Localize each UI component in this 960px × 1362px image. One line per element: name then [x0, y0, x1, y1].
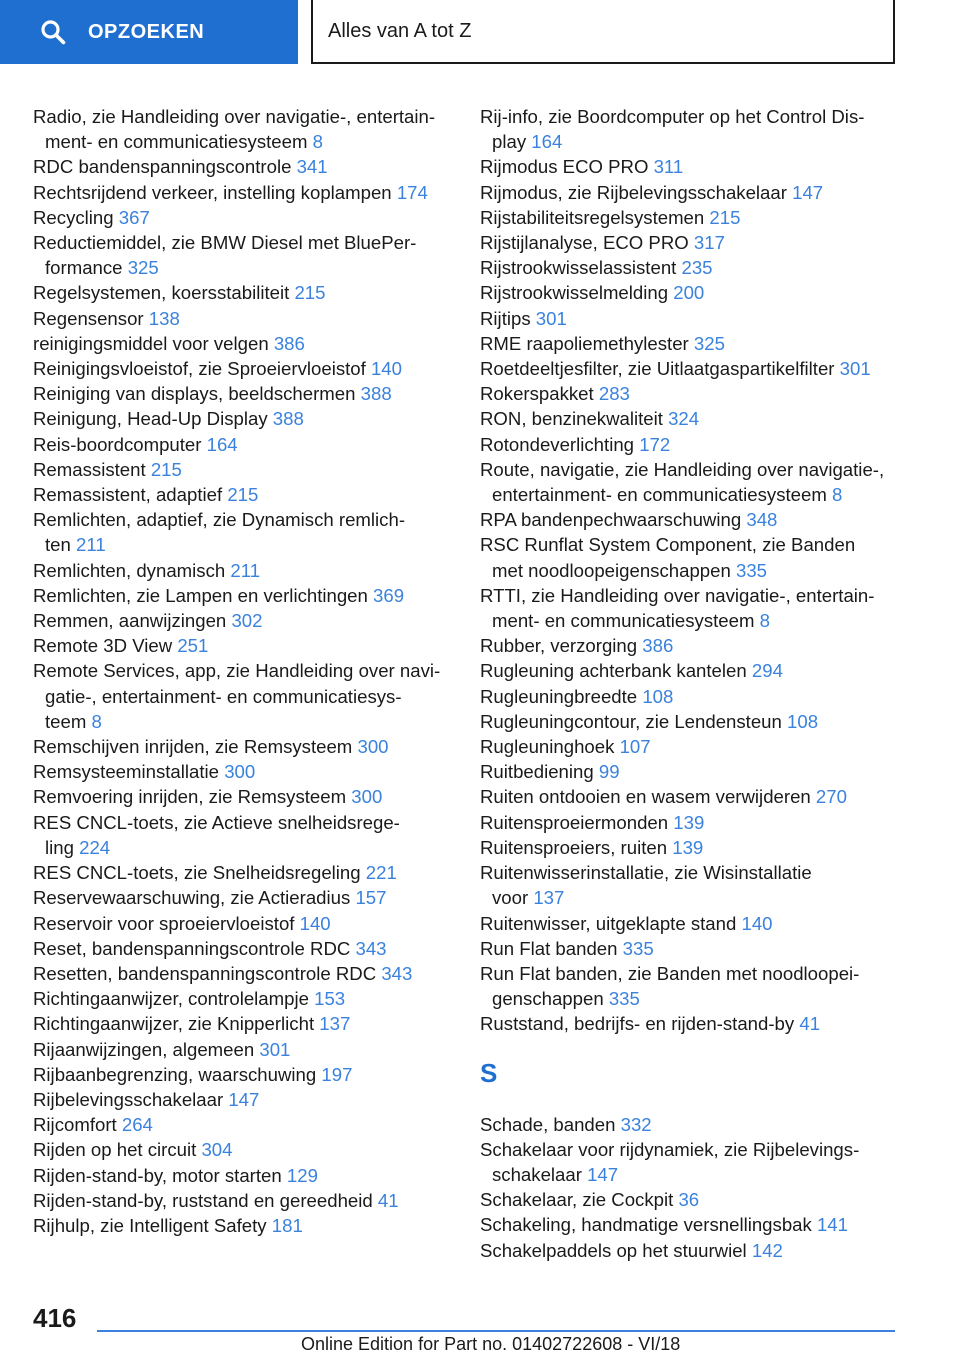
- index-entry: [480, 180, 900, 205]
- entry-text: Schakeling, handmatige versnellingsbak: [480, 1214, 812, 1236]
- entry-text: Remote 3D View: [33, 635, 173, 657]
- page-link[interactable]: 224: [79, 836, 111, 858]
- entry-text: RES CNCL-toets, zie Actieve snelheidsrege-: [33, 811, 400, 833]
- page-link[interactable]: 211: [230, 559, 261, 581]
- index-entry: [480, 280, 900, 305]
- entry-continuation: gatie-, entertainment- en communicatiesys-: [45, 685, 402, 707]
- index-entry: [33, 860, 473, 885]
- page-link[interactable]: 215: [709, 206, 741, 228]
- index-entry: [33, 406, 473, 431]
- page-link[interactable]: 294: [751, 660, 783, 682]
- index-entry: [33, 558, 473, 583]
- page-link[interactable]: 8: [759, 610, 770, 632]
- search-label: OPZOEKEN: [88, 20, 205, 43]
- entry-continuation: schakelaar: [492, 1163, 582, 1185]
- page-link[interactable]: 343: [381, 962, 413, 984]
- page-link[interactable]: 147: [228, 1088, 260, 1110]
- index-entry: [33, 784, 473, 809]
- index-entry: [480, 911, 900, 936]
- index-entry: [33, 1087, 473, 1112]
- index-entry: [480, 457, 900, 507]
- page-link[interactable]: 36: [678, 1189, 700, 1211]
- index-entry: [33, 1188, 473, 1213]
- entry-text: Remschijven inrijden, zie Remsysteem: [33, 736, 353, 758]
- entry-text: Rijaanwijzingen, algemeen: [33, 1038, 255, 1060]
- page-link[interactable]: 8: [91, 710, 102, 732]
- entry-continuation: formance: [45, 257, 123, 279]
- page-link[interactable]: 129: [286, 1164, 318, 1186]
- page-link[interactable]: 164: [531, 131, 563, 153]
- page-link[interactable]: 139: [672, 836, 704, 858]
- entry-text: Remote Services, app, zie Handleiding over navi-: [33, 660, 441, 682]
- entry-text: RES CNCL-toets, zie Snelheidsregeling: [33, 862, 361, 884]
- page-link[interactable]: 332: [620, 1113, 652, 1135]
- entry-text: Reductiemiddel, zie BMW Diesel met BluePer-: [33, 232, 417, 254]
- page-link[interactable]: 147: [587, 1163, 619, 1185]
- page-link[interactable]: 311: [653, 156, 684, 178]
- entry-text: RTTI, zie Handleiding over navigatie-, entertain-: [480, 584, 875, 606]
- page-link[interactable]: 140: [299, 912, 331, 934]
- page-link[interactable]: 300: [357, 736, 389, 758]
- entry-text: Rijden op het circuit: [33, 1139, 197, 1161]
- page-link[interactable]: 139: [673, 811, 705, 833]
- entry-text: Remlichten, adaptief, zie Dynamisch remlich-: [33, 509, 406, 531]
- page-link[interactable]: 164: [206, 433, 238, 455]
- entry-text: reinigingsmiddel voor velgen: [33, 332, 269, 354]
- index-entry: [480, 532, 900, 582]
- page-link[interactable]: 215: [150, 458, 182, 480]
- index-entry: [33, 331, 473, 356]
- page-link[interactable]: 8: [832, 484, 843, 506]
- index-entry: [33, 1112, 473, 1137]
- index-entry: [33, 986, 473, 1011]
- index-entry: [480, 306, 900, 331]
- page-link[interactable]: 137: [533, 887, 565, 909]
- page-link[interactable]: 235: [681, 257, 713, 279]
- index-entry: [33, 230, 473, 280]
- index-entry: [33, 482, 473, 507]
- entry-text: Rijmodus ECO PRO: [480, 156, 649, 178]
- entry-text: Ruitbediening: [480, 761, 594, 783]
- entry-text: Remlichten, zie Lampen en verlichtingen: [33, 584, 368, 606]
- page-link[interactable]: 211: [76, 534, 106, 556]
- index-entry: [480, 961, 900, 1011]
- entry-text: Rijstijlanalyse, ECO PRO: [480, 232, 689, 254]
- entry-text: Rijden-stand-by, ruststand en gereedheid: [33, 1189, 373, 1211]
- entry-text: Ruitensproeiermonden: [480, 811, 669, 833]
- entry-text: Rugleuninghoek: [480, 736, 615, 758]
- page-link[interactable]: 348: [746, 509, 778, 531]
- index-entry: [480, 709, 900, 734]
- page-link[interactable]: 369: [373, 584, 405, 606]
- entry-text: Rugleuningbreedte: [480, 685, 638, 707]
- entry-text: Route, navigatie, zie Handleiding over navigatie-,: [480, 458, 885, 480]
- entry-text: Remassistent, adaptief: [33, 484, 223, 506]
- index-entry: [33, 885, 473, 910]
- entry-text: Schakelaar, zie Cockpit: [480, 1189, 674, 1211]
- entry-text: Run Flat banden, zie Banden met noodloopei-: [480, 962, 860, 984]
- entry-text: Ruitenwisser, uitgeklapte stand: [480, 912, 737, 934]
- entry-text: Remlichten, dynamisch: [33, 559, 226, 581]
- page-title-box: [311, 0, 895, 64]
- page-link[interactable]: 300: [224, 761, 256, 783]
- entry-text: RDC bandenspanningscontrole: [33, 156, 292, 178]
- page-link[interactable]: 270: [815, 786, 847, 808]
- page-link[interactable]: 137: [319, 1013, 351, 1035]
- index-entry: [480, 1137, 900, 1187]
- page-link[interactable]: 302: [231, 610, 263, 632]
- search-tab[interactable]: [0, 0, 298, 64]
- page-link[interactable]: 386: [273, 332, 305, 354]
- page-title: Alles van A tot Z: [328, 19, 472, 42]
- page-link[interactable]: 325: [127, 257, 159, 279]
- page-link[interactable]: 153: [314, 988, 346, 1010]
- index-entry: [33, 810, 473, 860]
- index-entry: [480, 684, 900, 709]
- page-link[interactable]: 138: [148, 307, 180, 329]
- index-entry: [33, 633, 473, 658]
- index-entry: [33, 734, 473, 759]
- entry-text: Rijbaanbegrenzing, waarschuwing: [33, 1063, 317, 1085]
- page-link[interactable]: 386: [642, 635, 674, 657]
- index-entry: [480, 810, 900, 835]
- entry-text: Rokerspakket: [480, 383, 594, 405]
- entry-text: RON, benzinekwaliteit: [480, 408, 663, 430]
- entry-continuation: ling: [45, 836, 74, 858]
- index-entry: [33, 280, 473, 305]
- entry-text: Reset, bandenspanningscontrole RDC: [33, 937, 351, 959]
- page-link[interactable]: 283: [598, 383, 630, 405]
- index-entry: [480, 381, 900, 406]
- index-entry: [480, 835, 900, 860]
- search-icon: [40, 19, 66, 45]
- page-link[interactable]: 335: [622, 937, 654, 959]
- entry-text: Rijden-stand-by, motor starten: [33, 1164, 282, 1186]
- page-link[interactable]: 8: [312, 131, 323, 153]
- page-link[interactable]: 108: [787, 710, 819, 732]
- page-link[interactable]: 251: [177, 635, 209, 657]
- index-entry: [33, 936, 473, 961]
- entry-text: Reis-boordcomputer: [33, 433, 202, 455]
- index-entry: [33, 911, 473, 936]
- page-link[interactable]: 41: [377, 1189, 399, 1211]
- page-link[interactable]: 388: [272, 408, 304, 430]
- page-link[interactable]: 108: [642, 685, 674, 707]
- entry-text: Rijhulp, zie Intelligent Safety: [33, 1214, 267, 1236]
- index-entry: [33, 1037, 473, 1062]
- index-entry: [33, 356, 473, 381]
- index-entry: [480, 406, 900, 431]
- page-link[interactable]: 325: [693, 332, 725, 354]
- page-link[interactable]: 300: [351, 786, 383, 808]
- entry-text: Remassistent: [33, 458, 146, 480]
- page-link[interactable]: 215: [294, 282, 326, 304]
- page-link[interactable]: 172: [639, 433, 671, 455]
- entry-text: Run Flat banden: [480, 937, 618, 959]
- entry-continuation: genschappen: [492, 988, 604, 1010]
- entry-text: Rechtsrijdend verkeer, instelling koplampen: [33, 181, 392, 203]
- entry-text: Ruitenwisserinstallatie, zie Wisinstallatie: [480, 862, 812, 884]
- page-link[interactable]: 367: [118, 206, 150, 228]
- page-link[interactable]: 157: [355, 887, 387, 909]
- index-entry: [480, 154, 900, 179]
- entry-text: Remmen, aanwijzingen: [33, 610, 227, 632]
- index-entry: [33, 104, 473, 154]
- entry-text: Reservewaarschuwing, zie Actieradius: [33, 887, 351, 909]
- index-entry: [480, 104, 900, 154]
- index-entry: [33, 154, 473, 179]
- entry-text: Rugleuning achterbank kantelen: [480, 660, 747, 682]
- index-entry: [480, 331, 900, 356]
- index-entry: [480, 1238, 900, 1263]
- page-link[interactable]: 388: [360, 383, 392, 405]
- entry-text: Rubber, verzorging: [480, 635, 638, 657]
- entry-text: Resetten, bandenspanningscontrole RDC: [33, 962, 377, 984]
- entry-text: Schakelpaddels op het stuurwiel: [480, 1239, 747, 1261]
- entry-text: Regelsystemen, koersstabiliteit: [33, 282, 290, 304]
- entry-text: Reservoir voor sproeiervloeistof: [33, 912, 295, 934]
- entry-text: RSC Runflat System Component, zie Banden: [480, 534, 856, 556]
- entry-continuation: entertainment- en communicatiesysteem: [492, 484, 827, 506]
- index-entry: [33, 507, 473, 557]
- index-entry: [480, 205, 900, 230]
- index-entry: [33, 1011, 473, 1036]
- index-entry: [480, 759, 900, 784]
- entry-text: Regensensor: [33, 307, 144, 329]
- entry-text: Recycling: [33, 206, 114, 228]
- entry-continuation: play: [492, 131, 527, 153]
- page-link[interactable]: 142: [751, 1239, 783, 1261]
- entry-text: Ruststand, bedrijfs- en rijden-stand-by: [480, 1013, 795, 1035]
- page-number: 416: [33, 1303, 77, 1333]
- index-entry: [480, 507, 900, 532]
- entry-text: Rugleuningcontour, zie Lendensteun: [480, 710, 782, 732]
- entry-continuation: ten: [45, 534, 71, 556]
- index-entry: [480, 230, 900, 255]
- page-link[interactable]: 324: [668, 408, 700, 430]
- index-entry: [33, 1062, 473, 1087]
- index-entry: [480, 734, 900, 759]
- page-link[interactable]: 335: [608, 988, 640, 1010]
- entry-text: Rijstabiliteitsregelsystemen: [480, 206, 705, 228]
- entry-text: Rijstrookwisselmelding: [480, 282, 669, 304]
- index-entry: [33, 583, 473, 608]
- index-entry: [480, 784, 900, 809]
- index-entry: [33, 1213, 473, 1238]
- page-link[interactable]: 147: [792, 181, 824, 203]
- entry-text: Rijstrookwisselassistent: [480, 257, 677, 279]
- index-entry: [33, 180, 473, 205]
- footer-edition: Online Edition for Part no. 01402722608 - VI/18: [301, 1334, 681, 1354]
- page-link[interactable]: 317: [693, 232, 725, 254]
- page-link[interactable]: 41: [799, 1013, 821, 1035]
- page-link[interactable]: 200: [673, 282, 705, 304]
- page-link[interactable]: 341: [296, 156, 328, 178]
- entry-continuation: met noodloopeigenschappen: [492, 559, 731, 581]
- entry-text: Rijtips: [480, 307, 531, 329]
- index-entry: [480, 658, 900, 683]
- entry-text: Rijbelevingsschakelaar: [33, 1088, 224, 1110]
- entry-text: Radio, zie Handleiding over navigatie-, entertain-: [33, 106, 436, 127]
- index-entry: [480, 1187, 900, 1212]
- page-link[interactable]: 140: [370, 358, 402, 380]
- page-link[interactable]: 141: [816, 1214, 848, 1236]
- entry-text: Remvoering inrijden, zie Remsysteem: [33, 786, 347, 808]
- page-link[interactable]: 304: [201, 1139, 233, 1161]
- entry-text: Rij-info, zie Boordcomputer op het Control Dis-: [480, 106, 865, 127]
- entry-continuation: ment- en communicatiesysteem: [45, 131, 308, 153]
- index-entry: [480, 1212, 900, 1237]
- index-entry: [33, 457, 473, 482]
- entry-text: Richtingaanwijzer, zie Knipperlicht: [33, 1013, 315, 1035]
- index-entry: [33, 306, 473, 331]
- index-entry: [480, 1112, 900, 1137]
- index-entry: [33, 608, 473, 633]
- entry-text: Roetdeeltjesfilter, zie Uitlaatgaspartikelfilter: [480, 358, 835, 380]
- page-link[interactable]: 174: [396, 181, 428, 203]
- page-link[interactable]: 301: [839, 358, 871, 380]
- index-entry: [33, 381, 473, 406]
- index-entry: [33, 759, 473, 784]
- index-entry: [480, 936, 900, 961]
- entry-text: Ruitensproeiers, ruiten: [480, 836, 668, 858]
- entry-text: RPA bandenpechwaarschuwing: [480, 509, 742, 531]
- index-entry: [480, 432, 900, 457]
- index-entry: [33, 961, 473, 986]
- entry-text: Reinigingsvloeistof, zie Sproeiervloeistof: [33, 358, 366, 380]
- index-entry: [480, 1011, 900, 1036]
- index-entry: [33, 432, 473, 457]
- index-entry: [33, 658, 473, 734]
- page-link[interactable]: 335: [736, 559, 768, 581]
- page-link[interactable]: 301: [535, 307, 567, 329]
- index-column-right: [480, 104, 900, 1263]
- page-link[interactable]: 215: [227, 484, 259, 506]
- entry-text: Rotondeverlichting: [480, 433, 635, 455]
- entry-continuation: voor: [492, 887, 529, 909]
- index-column-left: [33, 104, 473, 1238]
- page-link[interactable]: 221: [365, 862, 397, 884]
- entry-text: Reiniging van displays, beeldschermen: [33, 383, 356, 405]
- entry-continuation: teem: [45, 710, 87, 732]
- footer-divider: [97, 1330, 895, 1332]
- page-link[interactable]: 140: [741, 912, 773, 934]
- entry-text: Rijcomfort: [33, 1114, 117, 1136]
- index-entry: [480, 255, 900, 280]
- page-link[interactable]: 181: [271, 1214, 303, 1236]
- entry-text: Schade, banden: [480, 1113, 616, 1135]
- index-entry: [480, 356, 900, 381]
- entry-text: Rijmodus, zie Rijbelevingsschakelaar: [480, 181, 787, 203]
- entry-text: Ruiten ontdooien en wasem verwijderen: [480, 786, 811, 808]
- index-entry: [33, 1137, 473, 1162]
- index-entry: [33, 205, 473, 230]
- page-link[interactable]: 107: [619, 736, 651, 758]
- entry-text: Reinigung, Head-Up Display: [33, 408, 268, 430]
- page-link[interactable]: 264: [121, 1114, 153, 1136]
- entry-text: Richtingaanwijzer, controlelampje: [33, 988, 309, 1010]
- page-link[interactable]: 301: [259, 1038, 291, 1060]
- page-link[interactable]: 197: [321, 1063, 353, 1085]
- page-link[interactable]: 343: [355, 937, 387, 959]
- index-entry: [33, 1163, 473, 1188]
- page-link[interactable]: 99: [598, 761, 620, 783]
- index-entry: [480, 633, 900, 658]
- entry-text: Remsysteeminstallatie: [33, 761, 220, 783]
- entry-text: Schakelaar voor rijdynamiek, zie Rijbelevings-: [480, 1138, 860, 1160]
- entry-text: RME raapoliemethylester: [480, 332, 689, 354]
- section-letter: S: [480, 1057, 498, 1088]
- entry-continuation: ment- en communicatiesysteem: [492, 610, 755, 632]
- index-entry: [480, 860, 900, 910]
- index-entry: [480, 583, 900, 633]
